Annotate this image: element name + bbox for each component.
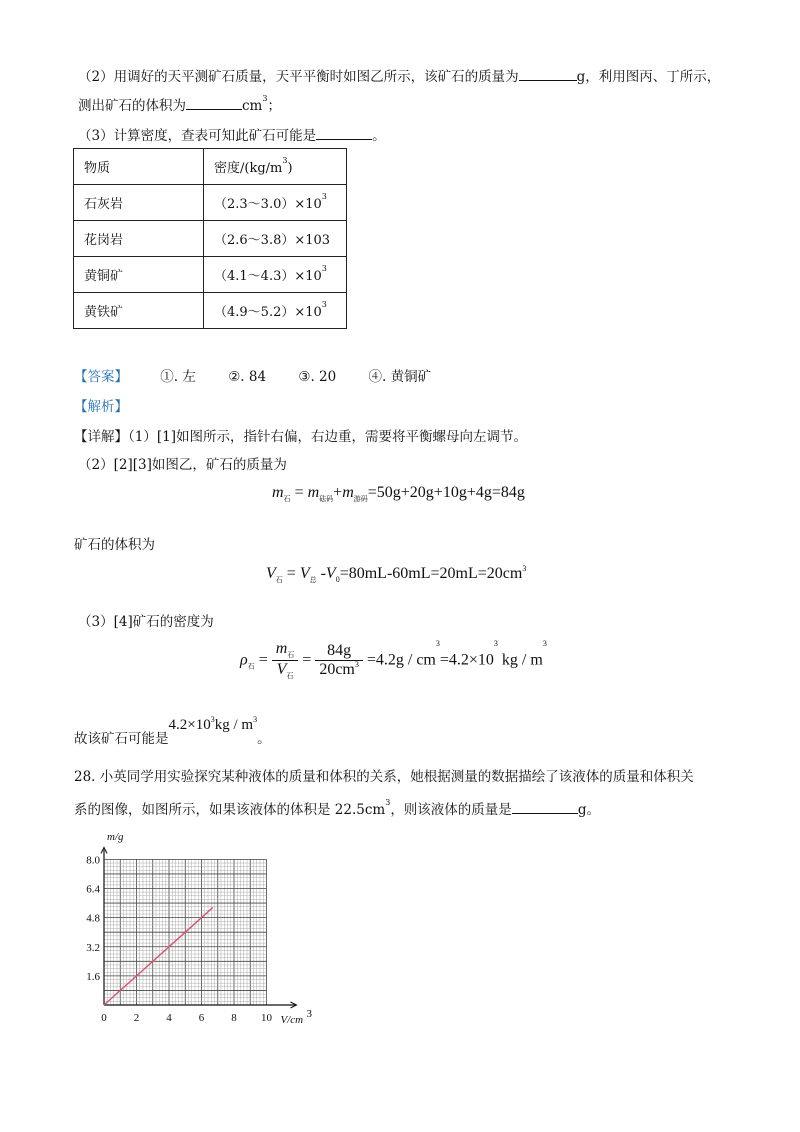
q2-line1: （2）用调好的天平测矿石质量，天平平衡时如图乙所示，该矿石的质量为 g，利用图丙、丁所示， — [78, 66, 720, 86]
y-axis-label: m/g — [107, 831, 124, 843]
q3-line: （3）计算密度，查表可知此矿石可能是 。 — [78, 125, 386, 145]
detail-tag: 【详解】 — [74, 429, 128, 445]
table-row: 花岗岩 （2.6～3.8）×103 — [74, 221, 347, 257]
analysis-p4: （3）[4]矿石的密度为 — [78, 614, 214, 630]
answer-item: ②. 84 — [228, 369, 267, 385]
ore-answer-blank[interactable] — [316, 125, 372, 140]
table-row: 黄铁矿 $(4.9\sim 5.2)\times 10^3$ — [74, 293, 347, 329]
answer-line — [74, 368, 431, 386]
y-tick-label: 1.6 — [86, 970, 100, 983]
mass-answer-blank[interactable] — [519, 66, 577, 81]
table-row: 黄铜矿 $(4.1\sim 4.3)\times 10^3$ — [74, 257, 347, 293]
analysis-p2: （2）[2][3]如图乙，矿石的质量为 — [78, 457, 287, 473]
table-header-row — [74, 149, 347, 185]
q28-line1: 28. 小英同学用实验探究某种液体的质量和体积的关系，她根据测量的数据描绘了该液体的质量和体积关 — [74, 769, 694, 785]
y-tick-label: 3.2 — [86, 941, 100, 954]
q28-answer-blank[interactable] — [512, 799, 578, 814]
detail-line: 【详解】（1）[1]如图所示，指针右偏，右边重，需要将平衡螺母向左调节。 — [74, 429, 527, 445]
answer-item: ④. 黄铜矿 — [368, 369, 432, 385]
analysis-tag: 【解析】 — [74, 399, 128, 415]
mass-volume-chart — [68, 830, 328, 1030]
x-tick-label: 10 — [261, 1012, 272, 1024]
density-table — [73, 148, 347, 329]
y-tick-label: 4.8 — [86, 912, 100, 925]
x-tick-label: 0 — [101, 1012, 107, 1024]
answer-item: ③. 20 — [298, 369, 337, 385]
q2-line1-text: （2）用调好的天平测矿石质量，天平平衡时如图乙所示，该矿石的质量为 — [78, 69, 519, 85]
x-tick-label: 4 — [166, 1012, 172, 1024]
answer-item: ①. 左 — [160, 369, 196, 385]
x-tick-label: 8 — [231, 1012, 237, 1024]
x-tick-label: 6 — [198, 1012, 205, 1024]
conclusion-line: 故该矿石可能是$4.2\times 10^3kg / m^3$。 — [74, 715, 271, 747]
density-formula: $\rho_石$ = $\frac{m_石}{V_石}$ = $\frac{84g}{20cm^3}$ $=4.2g / cm^3=4.2\times 10^3$ kg / $m^3$ — [240, 639, 547, 681]
x-axis-label-sup: 3 — [306, 1008, 312, 1020]
q2-line2: 测出矿石的体积为 $cm^3$； — [78, 94, 281, 114]
mass-formula: $m_石 = m_{砝码}+m_{游码}=50g+20g+10g+4g=84g$ — [272, 484, 525, 504]
q28-line2: 系的图像，如图所示，如果该液体的体积是 $22.5cm^3$，则该液体的质量是 g。 — [74, 798, 600, 818]
x-axis-label: V/cm — [280, 1014, 304, 1026]
table-row: 石灰岩 $(2.3\sim 3.0)\times 10^3$ — [74, 185, 347, 221]
volume-formula: $V_石 = V_总$ $-V_0=80mL-60mL=20mL=20cm^3$ — [266, 564, 527, 585]
table-header-density: 密度$/(kg/m^3)$ — [204, 149, 347, 185]
y-tick-label: 6.4 — [86, 883, 100, 896]
answer-tag: 【答案】 — [74, 369, 128, 385]
volume-answer-blank[interactable] — [186, 95, 242, 110]
table-header-substance: 物质 — [74, 149, 204, 185]
analysis-p3: 矿石的体积为 — [74, 537, 155, 553]
y-tick-label: 8.0 — [86, 854, 100, 867]
x-tick-label: 2 — [133, 1012, 140, 1024]
